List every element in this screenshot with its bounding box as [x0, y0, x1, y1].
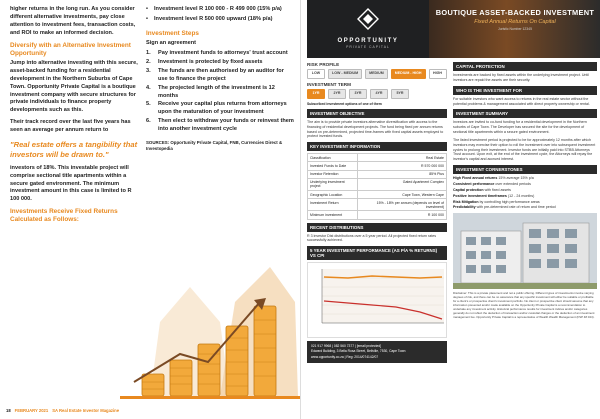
list-item: High Fixed annual returns 15% average 15% p/a [453, 176, 534, 181]
page-footer [6, 408, 119, 413]
track-record-paragraph: Their track record over the last five years has seen an average per annum return to [10, 119, 131, 134]
list-item: 6. Then elect to withdraw your funds or reinvest them into another investment cycle [146, 118, 294, 133]
intro-paragraph: higher returns in the long run. As you consider different alternative investments, pay close attention to investment fees, transaction costs, and ROI to make an informed decision. [10, 6, 136, 36]
list-item: 4. The projected length of the investment is 12 months [146, 84, 275, 99]
who-heading: WHO IS THE INVESTMENT FOR [453, 86, 597, 95]
risk-profile-label: RISK PROFILE [307, 62, 340, 67]
list-item: Capital protection with fixed assets [453, 187, 511, 192]
right-page [300, 0, 600, 419]
risk-level-medium-high: MEDIUM - HIGH [391, 69, 426, 79]
page-number: 18 [6, 408, 11, 413]
diversify-paragraph: Jump into alternative investing with this secure, asset-backed funding for a residential development in the Northern Suburbs of Cape Town. Opportunity Private Capital is a boutique investment company with secure structures for private individuals to finance property developments such as this. [10, 59, 138, 114]
who-text: For suitable investors who want access to returns in the real estate sector without the potential problems & management associated with direct property ownership or rental. [453, 96, 590, 106]
contact-phone-email: 021 917 9968 | 082 560 7377 | [email protected] [311, 344, 382, 349]
table-row: Investor Retention 85% Plus [308, 170, 447, 178]
factsheet-right-column [453, 62, 597, 320]
sources-note: SOURCES: Opportunity Private Capital, FNB, Currencies Direct & Investopedia [146, 140, 283, 152]
issue-month: FEBRUARY 2021 [14, 408, 49, 413]
investment-steps-heading: Investment Steps [146, 29, 199, 37]
objective-text: The aim is to provide private investors alternative diversification with access to the financing of residential development projects. The fund being fixed per annum returns based on pre-determined, projected time-frames with fixed capital assets employed to protect invested funds. [307, 119, 444, 139]
term-option-1yr: 1YR [307, 89, 325, 99]
banner-title: BOUTIQUE ASSET-BACKED INVESTMENT [435, 8, 595, 17]
term-note: Subscribed investment options of one of them [307, 101, 382, 106]
list-item: Predictability with pre-determined rate of return and time period [453, 205, 556, 210]
capital-protection-heading: CAPITAL PROTECTION [453, 62, 597, 71]
investment-steps-list [146, 50, 294, 134]
term-option-3yr: 3YR [349, 89, 367, 99]
table-row: Invested Funds to Date R 570 000 000 [308, 162, 447, 170]
list-item: Positive investment timeframes (12 - 24 months) [453, 193, 535, 198]
table-row: Investment Return 15% - 18% per annum (depends on level of investment) [308, 199, 447, 211]
key-info-heading: KEY INVESTMENT INFORMATION [307, 142, 447, 151]
risk-profile-scale [307, 69, 447, 79]
brand-name: OPPORTUNITY [337, 38, 399, 44]
factsheet-left-column [307, 62, 447, 363]
list-item: 1. Pay investment funds to attorneys' trust account [146, 49, 288, 56]
brand-box [307, 0, 429, 58]
investment-term-scale [307, 89, 447, 99]
banner-juristic: Juristic Number 12345 [498, 27, 532, 31]
objective-heading: INVESTMENT OBJECTIVE [307, 109, 447, 118]
cornerstones-heading: INVESTMENT CORNERSTONES [453, 165, 597, 174]
summary-text-2: The listed investment period is projected to be for approximately 12 months after which investors may exercise their option to roll the investment over into subsequent investment cycles to prolong their investment. Investor funds are initially paid into STBB Attorneys Trust account. Upon exit, at the end of the investment cycle, the Attorneys will repay the investor's capital and accrued interest. [453, 137, 596, 162]
contact-bar [307, 341, 447, 362]
distributions-text: R 3 investor Dist distributions over a 5 year period. All projected fixed return rates successfully achieved. [307, 233, 437, 243]
left-column-2 [146, 6, 294, 153]
risk-level-low: LOW [307, 69, 325, 79]
capital-protection-text: Investments are backed by fixed assets within the underlying investment project. Until investors are repaid the assets are their security. [453, 73, 590, 82]
disclaimer-text: Disclaimer: This is a private placement and not a public offering. Different types of investments involve varying degrees of risk, and there can be no assurance that any specific investment will either be suitable or profitable for a client's or prospective client's investment portfolio. No client or prospective client should assume that any information presented and/or made available on the Opportunity Private Capital is a recommendation to undertake any investment activity. Historical performance results for investment indices and/or categories generally do not reflect the deduction of transaction and/or custodial charges or the deduction of an investment management fee. Opportunity Private Capital is a representative of Wealth Wealth Management (FSP 48 044). [453, 291, 595, 319]
building-illustration [453, 213, 597, 289]
table-row: Geographic Location Cape Town, Western Cape [308, 191, 447, 199]
list-item: Risk Mitigation by controlling high performance areas [453, 199, 540, 204]
diversify-heading: Diversify with an Alternative Investment Opportunity [10, 41, 131, 57]
risk-level-high: HIGH [429, 69, 447, 79]
table-row: Minimum investment R 100 000 [308, 211, 447, 219]
coins-illustration [120, 262, 300, 412]
opportunity-logo-icon [357, 8, 379, 30]
fixed-returns-heading: Investments Receive Fixed Returns Calculated as Follows: [10, 208, 118, 224]
list-item: 3. The funds are then authorised by an auditor for use to finance the project [146, 67, 284, 82]
apartment-building-image [453, 213, 597, 289]
key-info-table [307, 153, 447, 219]
table-row: Classification Real Estate [308, 154, 447, 162]
list-item: Consistent performance over extended periods [453, 181, 531, 186]
left-column-1 [10, 6, 138, 226]
term-option-4yr: 4YR [370, 89, 388, 99]
distributions-heading: RECENT DISTRIBUTIONS [307, 223, 447, 232]
header-banner [429, 0, 600, 58]
returns-paragraph: investors of 18%. This investable project will comprise sectional title apartments within a secure gated environment. The minimum investment amount in this case is limited to R 100 000. [10, 164, 132, 203]
list-item: • Investment level R 500 000 upward (18% p/a) [146, 16, 294, 24]
pull-quote: "Real estate offers a tangibility that investors will be drawn to." [10, 140, 138, 159]
summary-heading: INVESTMENT SUMMARY [453, 109, 597, 118]
term-option-2yr: 2YR [328, 89, 346, 99]
investment-term-label: INVESTMENT TERM [307, 81, 351, 87]
risk-level-medium: MEDIUM [365, 69, 388, 79]
list-item: 5. Receive your capital plus returns from attorneys upon the maturation of your investment [146, 101, 287, 116]
performance-heading: 5 YEAR INVESTMENT PERFORMANCE (AS P/A % RETURNS) VS CPI [307, 246, 447, 260]
term-option-5yr: 5YR [391, 89, 409, 99]
risk-level-low-medium: LOW - MEDIUM [328, 69, 362, 79]
investment-levels-list [146, 6, 294, 24]
contact-website: www.opportunity.co.za | Reg: 2014/074142/07 [311, 354, 379, 359]
brand-subtitle: PRIVATE CAPITAL [346, 45, 390, 49]
list-item: 2. Investment is protected by fixed assets [146, 58, 263, 65]
banner-subtitle: Fixed Annual Returns On Capital [474, 19, 556, 25]
cornerstones-list [453, 176, 597, 210]
magazine-name: SA Real Estate Investor Magazine [52, 408, 120, 413]
list-item: • Investment level R 100 000 - R 499 000 (15% p/a) [146, 6, 294, 14]
performance-chart [307, 262, 447, 338]
performance-chart-svg [310, 265, 448, 335]
summary-text-1: Investors are invited to co-fund funding for a residential development in the Northern suburbs of Cape Town. The Developer has secured the site for the development of sectional title apartments within a secure gated environment. [453, 120, 587, 135]
table-row: Underlying investment project Gated Apartment Complex [308, 178, 447, 190]
contact-address: Edward Building, 3 Bella Rosa Street, Bellville, 7530, Cape Town [311, 349, 406, 354]
sign-agreement-text: Sign an agreement [146, 39, 197, 46]
